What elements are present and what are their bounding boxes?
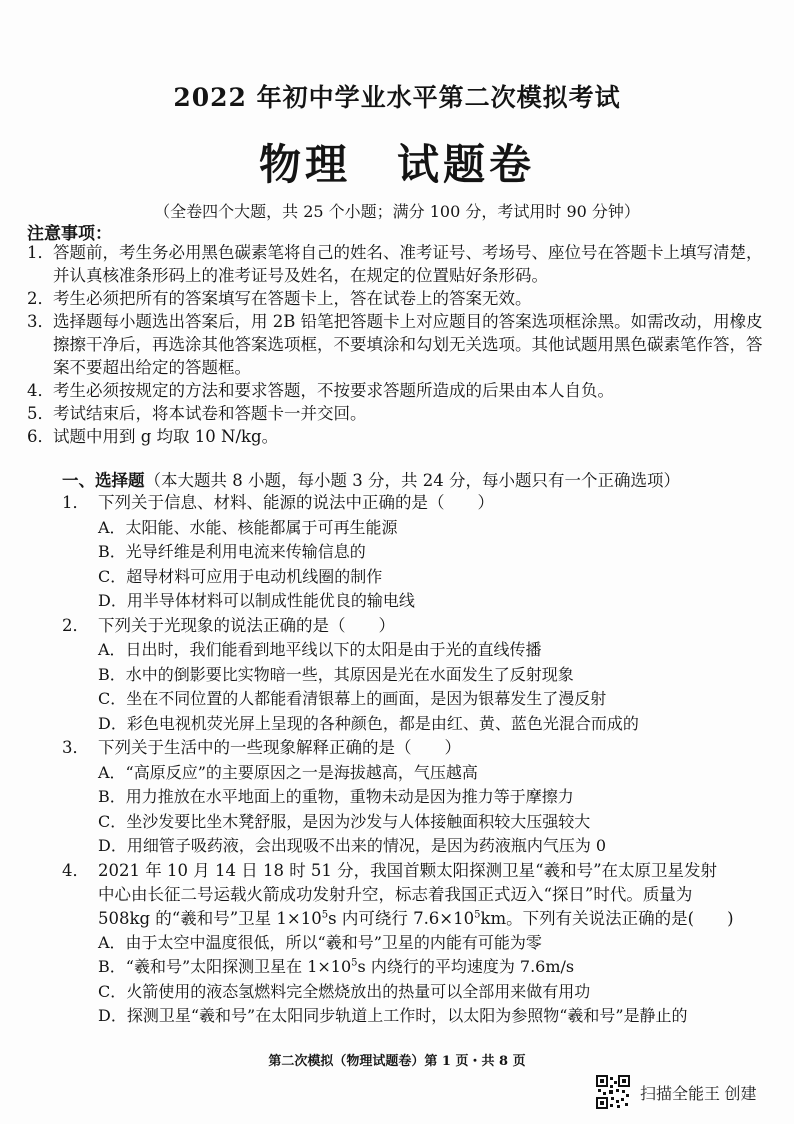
subject-title: 物理 试题卷 — [258, 140, 535, 189]
question-list — [62, 491, 762, 1029]
note-item — [27, 310, 767, 379]
question-number: 2． — [62, 615, 89, 635]
note-number: 3． — [27, 312, 54, 331]
question-stem — [62, 491, 762, 516]
option-c: C．火箭使用的液态氢燃料完全燃烧放出的热量可以全部用来做有用功 — [98, 981, 591, 1001]
qr-code-icon — [596, 1075, 630, 1109]
option-d: D．彩色电视机荧光屏上呈现的各种颜色，都是由红、黄、蓝色光混合而成的 — [98, 713, 639, 733]
option-c: C．超导材料可应用于电动机线圈的制作 — [98, 566, 383, 586]
exam-info: （全卷四个大题，共 25 个小题；满分 100 分，考试用时 90 分钟） — [154, 202, 640, 221]
option-d: D．探测卫星“羲和号”在太阳同步轨道上工作时，以太阳为参照物“羲和号”是静止的 — [98, 1006, 688, 1025]
text-run: s 内可绕行 7.6×10 — [328, 908, 475, 928]
note-number: 4． — [27, 381, 54, 400]
note-number: 6． — [27, 427, 54, 446]
question-number: 3． — [62, 738, 89, 757]
section-heading — [62, 467, 680, 491]
option-a: A．太阳能、水能、核能都属于可再生能源 — [98, 517, 398, 537]
option-d: D．用细管子吸药液，会出现吸不出来的情况，是因为药液瓶内气压为 0 — [98, 836, 607, 855]
question-stem — [62, 614, 762, 639]
option-d: D．用半导体材料可以制成性能优良的输电线 — [98, 591, 415, 610]
note-text: 答题前，考生务必用黑色碳素笔将自己的姓名、准考证号、考场号、座位号在答题卡上填写清楚，并认真核准条形码上的准考证号及姓名，在规定的位置贴好条形码。 — [53, 243, 763, 285]
question-text: 下列关于信息、材料、能源的说法中正确的是（ ） — [98, 493, 494, 512]
option-a: A．“高原反应”的主要原因之一是海拔越高，气压越高 — [98, 762, 478, 782]
scanner-watermark — [596, 1072, 756, 1112]
question-text-line: 中心由长征二号运载火箭成功发射升空，标志着我国正式迈入“探日”时代。质量为 — [98, 884, 693, 904]
question-4 — [62, 859, 762, 1029]
option-c: C．坐在不同位置的人都能看清银幕上的画面，是因为银幕发生了漫反射 — [98, 689, 607, 708]
note-text: 考生必须按规定的方法和要求答题，不按要求答题所造成的后果由本人自负。 — [53, 381, 614, 400]
watermark-text: 扫描全能王 创建 — [640, 1085, 757, 1103]
option-a: A．日出时，我们能看到地平线以下的太阳是由于光的直线传播 — [98, 640, 542, 659]
exponent: 5 — [351, 957, 358, 969]
question-3 — [62, 736, 762, 859]
note-item — [27, 287, 767, 310]
note-item — [27, 241, 767, 287]
note-item — [27, 402, 767, 425]
exponent: 5 — [321, 909, 329, 920]
notes-heading: 注意事项： — [27, 224, 112, 244]
text-run: km。下列有关说法正确的是( ) — [480, 908, 734, 928]
text-run: 508kg 的“羲和号”卫星 1×10 — [98, 908, 322, 928]
question-text-line: 2021 年 10 月 14 日 18 时 51 分，我国首颗太阳探测卫星“羲和号”在太原卫星发射 — [98, 860, 718, 880]
section-description: （本大题共 8 小题，每小题 3 分，共 24 分，每小题只有一个正确选项） — [144, 471, 680, 490]
note-text: 考生必须把所有的答案填写在答题卡上，答在试卷上的答案无效。 — [53, 289, 532, 308]
question-text — [98, 859, 762, 931]
question-text: 下列关于生活中的一些现象解释正确的是（ ） — [98, 738, 461, 757]
text-run: B．“羲和号”太阳探测卫星在 1×10 — [98, 957, 352, 976]
question-1 — [62, 491, 762, 614]
question-number: 1． — [62, 493, 89, 512]
option-c: C．坐沙发要比坐木凳舒服，是因为沙发与人体接触面积较大压强较大 — [98, 811, 591, 831]
note-text: 选择题每小题选出答案后，用 2B 铅笔把答题卡上对应题目的答案选项框涂黑。如需改动，用橡皮擦擦干净后，再选涂其他答案选项框，不要填涂和勾划无关选项。其他试题用黑色碳素笔作答，答案不要超出给定的答题框。 — [53, 312, 763, 377]
option-b: B．光导纤维是利用电流来传输信息的 — [98, 542, 366, 561]
note-item — [27, 379, 767, 402]
exponent: 5 — [474, 909, 481, 920]
note-number: 2． — [27, 289, 54, 308]
note-number: 1． — [27, 243, 54, 262]
question-stem — [62, 859, 762, 931]
question-stem — [62, 736, 762, 761]
question-text: 下列关于光现象的说法正确的是（ ） — [98, 615, 395, 635]
note-item — [27, 425, 767, 448]
note-text: 试题中用到 g 均取 10 N/kg。 — [53, 427, 279, 446]
text-run: s 内绕行的平均速度为 7.6m/s — [357, 957, 575, 976]
note-number: 5． — [27, 404, 54, 423]
option-a: A．由于太空中温度很低，所以“羲和号”卫星的内能有可能为零 — [98, 932, 542, 952]
section-title: 一、选择题 — [62, 471, 145, 490]
notes-list — [27, 241, 767, 448]
note-text: 考试结束后，将本试卷和答题卡一并交回。 — [53, 404, 367, 423]
option-b: B．用力推放在水平地面上的重物，重物未动是因为推力等于摩擦力 — [98, 787, 574, 806]
exam-title: 2022 年初中学业水平第二次模拟考试 — [173, 83, 621, 112]
option-b: B．水中的倒影要比实物暗一些，其原因是光在水面发生了反射现象 — [98, 664, 574, 684]
question-2 — [62, 614, 762, 737]
option-b — [62, 955, 762, 980]
page-footer: 第二次模拟（物理试题卷）第 1 页・共 8 页 — [268, 1054, 526, 1069]
question-text-line — [98, 909, 734, 928]
question-number: 4． — [62, 860, 89, 880]
